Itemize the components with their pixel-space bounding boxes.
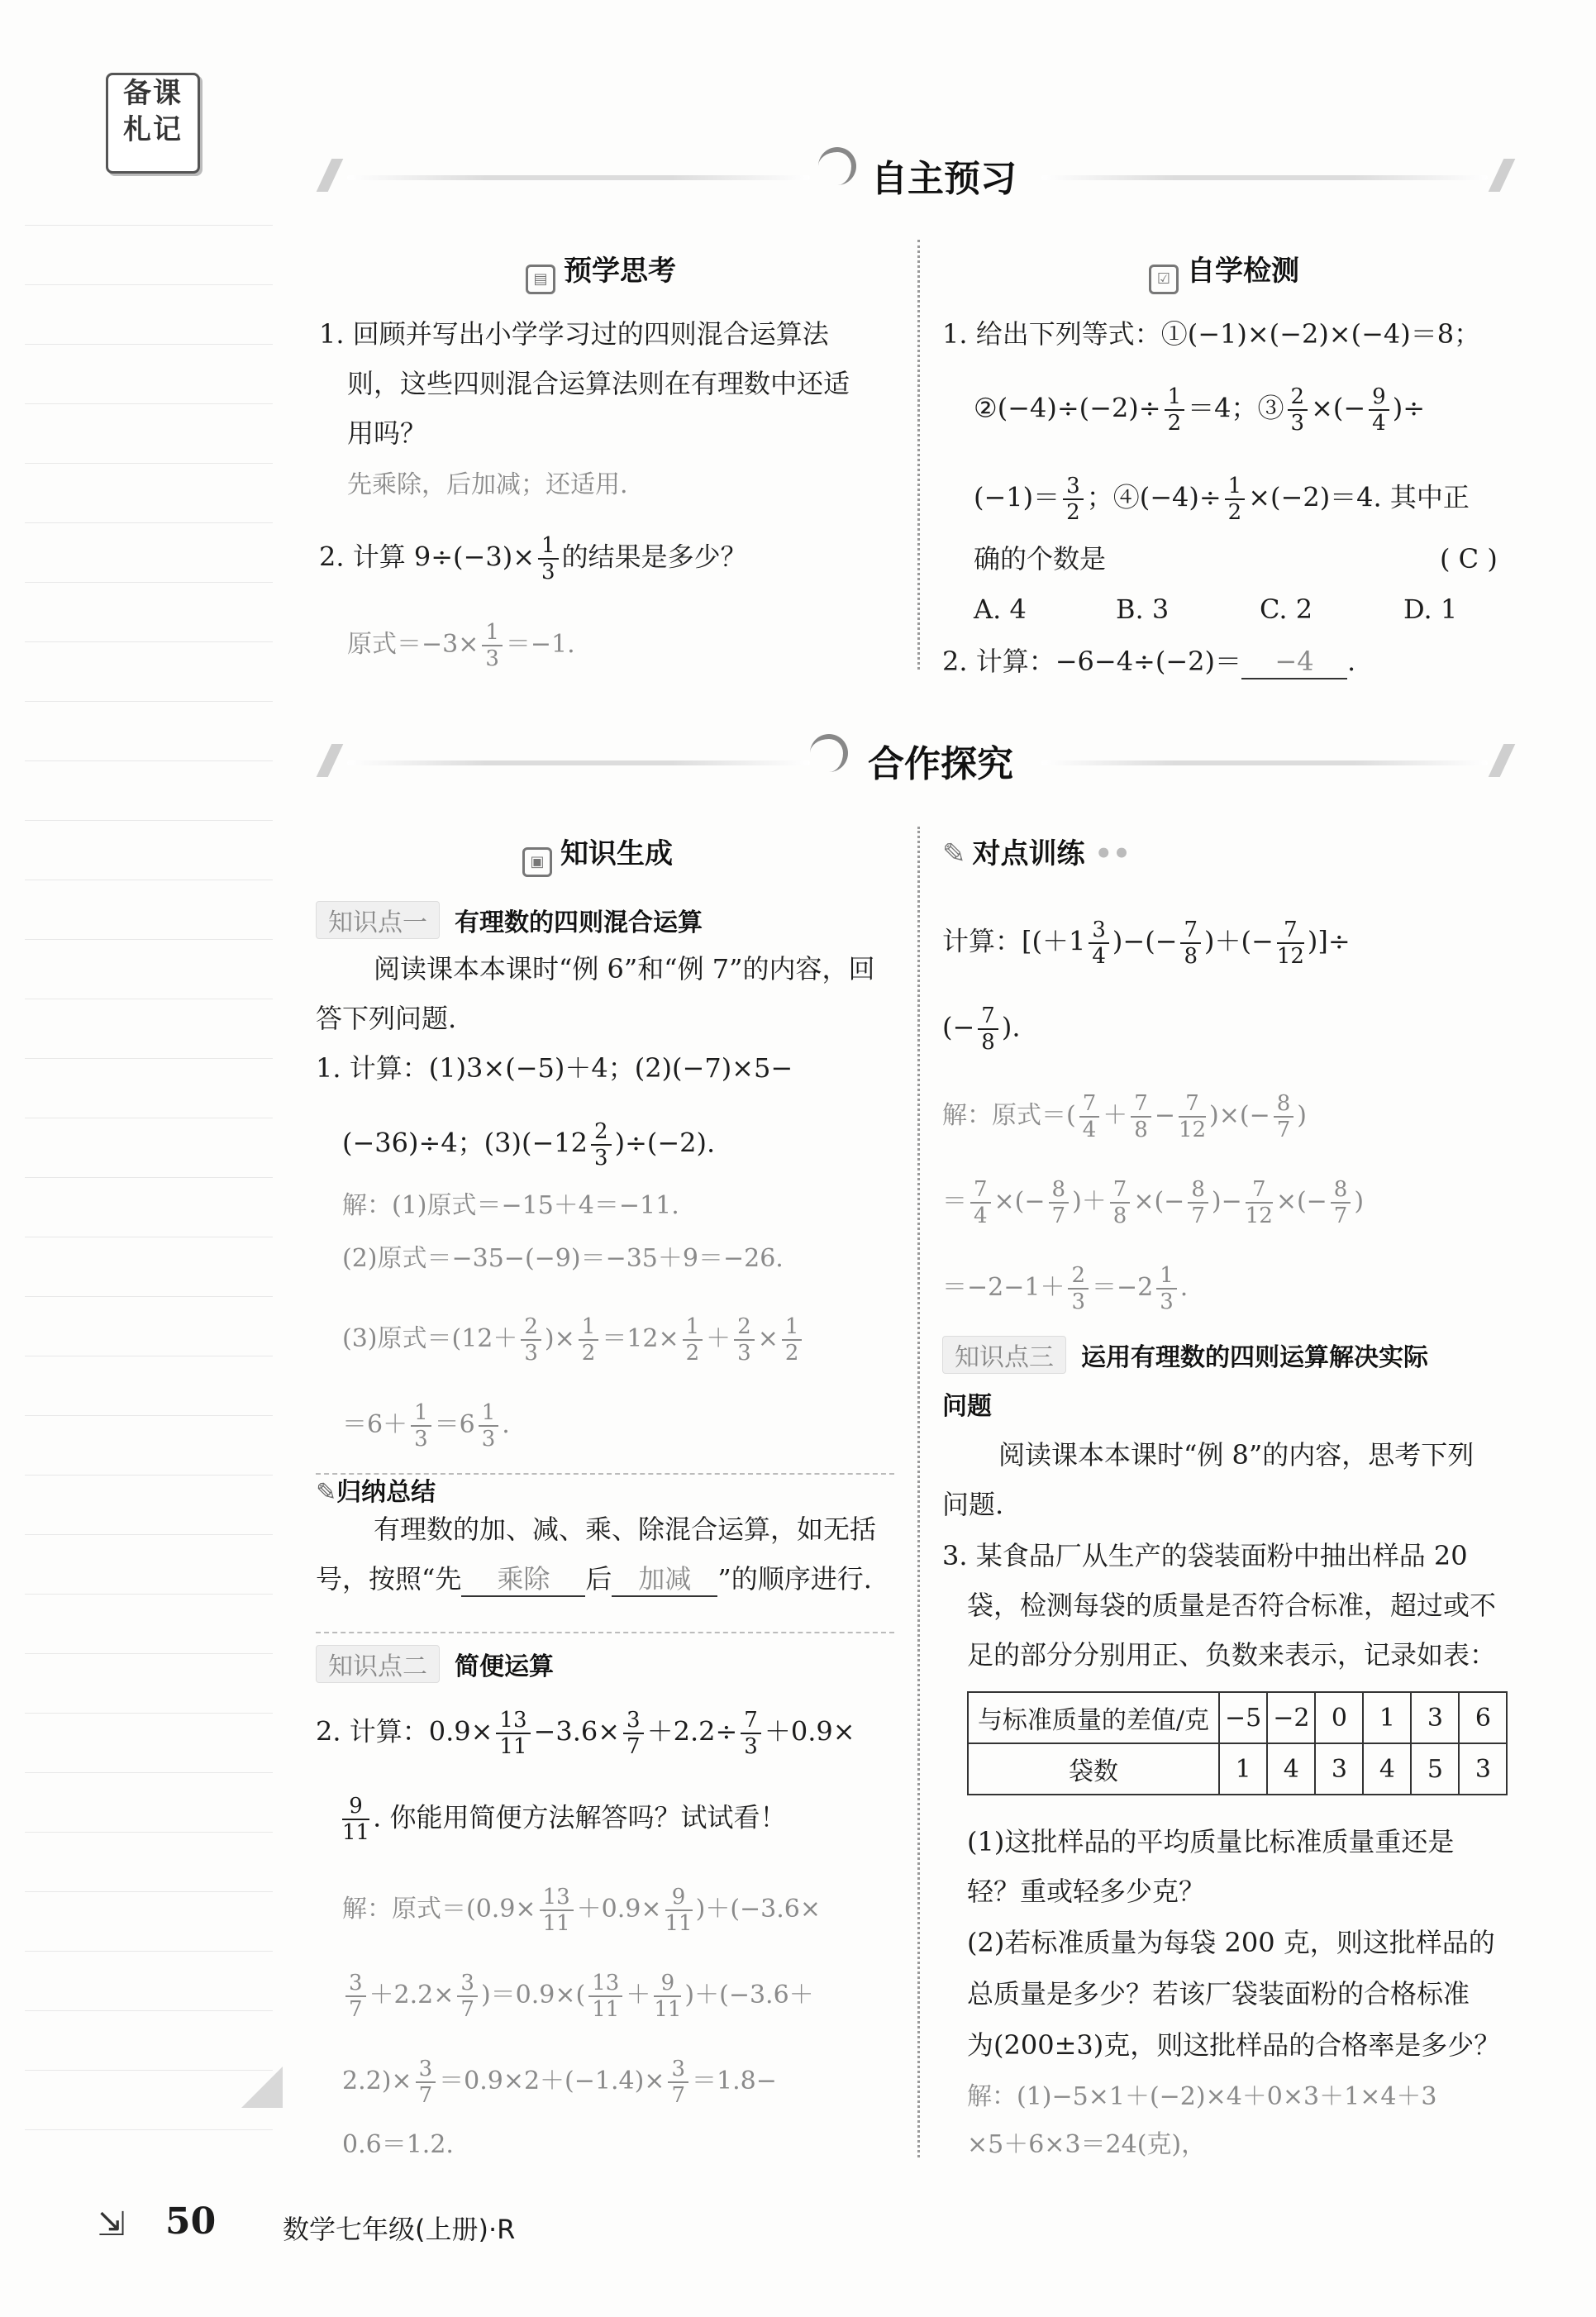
text-line <box>316 1708 855 1759</box>
fraction <box>540 1885 574 1936</box>
text-span: )＋(−3.6× <box>695 1895 822 1924</box>
text-line: 为(200±3)克，则这批样品的合格率是多少？ <box>967 2029 1501 2061</box>
text-line <box>942 645 1355 679</box>
numerator: 9 <box>342 1794 369 1820</box>
text-span: ；④(−4)÷ <box>1086 481 1222 513</box>
kp-tag: 知识点二 <box>316 1645 440 1683</box>
numerator: 1 <box>1225 474 1246 500</box>
numerator: 7 <box>1180 918 1201 944</box>
denominator: 4 <box>974 1204 988 1228</box>
numerator: 3 <box>623 1708 644 1734</box>
numerator: 8 <box>1188 1177 1208 1204</box>
table-header-cell: 与标准质量的差值/克 <box>968 1692 1219 1743</box>
text-span: )× <box>544 1324 575 1353</box>
denominator: 8 <box>981 1030 995 1055</box>
knowledge-point-2 <box>316 1645 554 1683</box>
answer-line: (2)原式＝−35−(−9)＝−35＋9＝−26. <box>342 1244 784 1273</box>
page-number: 50 <box>165 2200 217 2243</box>
text-line: 问题. <box>942 1489 1004 1520</box>
denominator: 7 <box>1191 1204 1205 1228</box>
fraction <box>1079 1091 1100 1142</box>
text-span: ＝1.8− <box>691 2067 777 2095</box>
numerator: 7 <box>1277 918 1304 944</box>
text-span: ＝12× <box>602 1324 679 1353</box>
text-span: (−1)＝ <box>974 481 1060 513</box>
numerator: 1 <box>482 620 503 646</box>
fraction <box>579 1314 599 1366</box>
denominator: 8 <box>1134 1118 1148 1142</box>
text-line: 3. 某食品厂从生产的袋装面粉中抽出样品 20 <box>942 1540 1468 1571</box>
denominator: 11 <box>665 1911 693 1936</box>
numerator: 1 <box>683 1314 703 1341</box>
fraction <box>342 1794 369 1845</box>
data-table <box>967 1691 1508 1795</box>
fraction <box>1179 1091 1206 1142</box>
denominator: 3 <box>541 560 555 584</box>
numerator: 2 <box>1068 1263 1089 1290</box>
denominator: 11 <box>592 1997 620 2022</box>
numerator: 3 <box>457 1971 478 1997</box>
book-title: 数学七年级(上册)·R <box>283 2214 516 2245</box>
fraction <box>1063 474 1084 525</box>
fraction <box>496 1708 530 1759</box>
answer-line: 0.6＝1.2. <box>342 2130 454 2159</box>
text-span: ＝0.9×2＋(−1.4)× <box>439 2067 665 2095</box>
denominator: 3 <box>737 1341 751 1366</box>
text-span: 2. 计算：0.9× <box>316 1715 493 1747</box>
denominator: 12 <box>1245 1204 1273 1228</box>
fraction <box>1225 474 1246 525</box>
text-line: 阅读课本本课时“例 8”的内容，思考下列 <box>998 1439 1475 1471</box>
text-span: ②(−4)÷(−2)÷ <box>974 392 1161 424</box>
table-cell: 1 <box>1219 1743 1267 1795</box>
denominator: 12 <box>1276 944 1304 969</box>
text-span: )− <box>1211 1187 1242 1216</box>
question-line <box>319 533 747 584</box>
text-span: ＝−2 <box>1092 1273 1154 1302</box>
table-cell: 3 <box>1315 1743 1363 1795</box>
denominator: 2 <box>1227 500 1242 525</box>
fraction <box>1110 1177 1131 1228</box>
table-cell: 6 <box>1459 1692 1507 1743</box>
numerator: 7 <box>1131 1091 1151 1118</box>
denominator: 7 <box>671 2083 685 2108</box>
denominator: 3 <box>744 1734 758 1759</box>
text-span: 计算：[(＋1 <box>942 925 1086 957</box>
text-span: ＝6 <box>434 1410 475 1439</box>
denominator: 11 <box>499 1734 527 1759</box>
text-span: . 你能用简便方法解答吗？试试看！ <box>373 1801 787 1833</box>
numerator: 7 <box>1179 1091 1206 1118</box>
table-cell: 1 <box>1363 1692 1411 1743</box>
text-span: . <box>1179 1273 1189 1302</box>
numerator: 3 <box>668 2057 688 2083</box>
selfcheck-title-text: 自学检测 <box>1187 255 1299 288</box>
text-span: ×(− <box>1133 1187 1185 1216</box>
numerator: 1 <box>1165 384 1185 411</box>
table-cell: 4 <box>1363 1743 1411 1795</box>
fill-blank: 乘除 <box>461 1562 585 1597</box>
summary-title <box>316 1471 436 1508</box>
denominator: 7 <box>1051 1204 1066 1228</box>
text-span: −3.6× <box>533 1715 621 1747</box>
text-span: 后 <box>585 1563 612 1595</box>
denominator: 8 <box>1112 1204 1127 1228</box>
numerator: 3 <box>345 1971 366 1997</box>
denominator: 11 <box>654 1997 682 2022</box>
text-span: ＋2.2× <box>369 1981 455 2009</box>
section-title-preview <box>526 248 676 294</box>
text-span: × <box>757 1324 779 1353</box>
denominator: 3 <box>1160 1290 1174 1314</box>
numerator: 8 <box>1274 1091 1294 1118</box>
text-line <box>974 384 1425 436</box>
table-cell: 4 <box>1267 1743 1315 1795</box>
numerator: 1 <box>411 1400 431 1427</box>
fraction <box>741 1708 761 1759</box>
fraction <box>978 1004 998 1055</box>
fraction <box>345 1971 366 2022</box>
denominator: 3 <box>1071 1290 1085 1314</box>
denominator: 3 <box>594 1146 608 1170</box>
knowledge-point-3 <box>942 1336 1428 1374</box>
text-span: ＋ <box>626 1981 651 2009</box>
numerator: 7 <box>1079 1091 1100 1118</box>
denominator: 2 <box>784 1341 799 1366</box>
table-cell: 3 <box>1459 1743 1507 1795</box>
text-line <box>339 1794 786 1845</box>
table-row <box>968 1743 1507 1795</box>
knowledge-point-1 <box>316 901 703 939</box>
text-span: )−(− <box>1112 925 1178 957</box>
fraction <box>588 1971 622 2022</box>
denominator: 2 <box>685 1341 700 1366</box>
text-span: ＋2.2÷ <box>646 1715 738 1747</box>
text-span: )×(− <box>1209 1101 1270 1130</box>
text-line: 1. 计算：(1)3×(−5)＋4；(2)(−7)×5− <box>316 1052 793 1084</box>
fraction <box>668 2057 688 2108</box>
fraction <box>623 1708 644 1759</box>
badge-line1: 备课 <box>123 77 183 110</box>
numerator: 7 <box>741 1708 761 1734</box>
numerator: 7 <box>970 1177 991 1204</box>
fraction <box>1274 1091 1294 1142</box>
answer-line <box>942 1177 1364 1228</box>
text-span: 原式＝−3× <box>347 630 479 659</box>
knowledge-title-text: 知识生成 <box>560 837 673 870</box>
fraction <box>665 1885 693 1936</box>
numerator: 2 <box>1288 384 1308 411</box>
answer-line: 解：(1)原式＝−15＋4＝−11. <box>342 1191 679 1220</box>
numerator: 13 <box>588 1971 622 1997</box>
checklist-icon: ☑ <box>1149 265 1179 294</box>
table-cell: 5 <box>1411 1743 1459 1795</box>
text-span: 2.2)× <box>342 2067 412 2095</box>
text-line: 袋，检测每袋的质量是否符合标准，超过或不 <box>967 1590 1497 1621</box>
banner-title: 合作探究 <box>868 743 1013 785</box>
fraction <box>1089 918 1109 969</box>
text-line: 用吗？ <box>347 417 427 449</box>
numerator: 2 <box>734 1314 755 1341</box>
denominator: 3 <box>485 646 499 671</box>
option-d: D. 1 <box>1403 594 1458 625</box>
numerator: 2 <box>591 1119 612 1146</box>
option-a: A. 4 <box>974 594 1027 625</box>
text-span: . <box>1347 646 1356 677</box>
denominator: 4 <box>1372 411 1386 436</box>
table-header-cell: 袋数 <box>968 1743 1219 1795</box>
fraction <box>1246 1177 1273 1228</box>
denominator: 2 <box>1167 411 1182 436</box>
text-line <box>342 1119 715 1170</box>
kp-title: 运用有理数的四则运算解决实际 <box>1081 1343 1428 1372</box>
text-line: 有理数的加、减、乘、除混合运算，如无括 <box>374 1514 877 1545</box>
fraction <box>1156 1263 1177 1314</box>
column-divider <box>917 240 920 670</box>
text-line <box>316 1562 872 1597</box>
fraction <box>1188 1177 1208 1228</box>
book-icon: ▣ <box>522 847 552 877</box>
denominator: 7 <box>349 1997 363 2022</box>
notes-badge <box>106 73 200 174</box>
fraction <box>479 1400 499 1452</box>
answer-line <box>342 2057 777 2108</box>
table-cell: −5 <box>1219 1692 1267 1743</box>
fraction <box>683 1314 703 1366</box>
text-span: )÷ <box>1392 392 1426 424</box>
kp-title: 简便运算 <box>455 1652 554 1681</box>
arrow-icon: ⇲ <box>98 2205 126 2243</box>
numerator: 1 <box>538 533 559 560</box>
numerator: 8 <box>1049 1177 1070 1204</box>
denominator: 7 <box>460 1997 474 2022</box>
kp3-title-continued <box>942 1385 992 1422</box>
fraction <box>1277 918 1304 969</box>
text-span: ) <box>1354 1187 1365 1216</box>
text-line <box>942 918 1351 969</box>
fraction <box>1369 384 1389 436</box>
answer-line: 解：(1)−5×1＋(−2)×4＋0×3＋1×4＋3 <box>967 2082 1437 2111</box>
numerator: 3 <box>1089 918 1109 944</box>
numerator: 9 <box>665 1885 693 1911</box>
dots-decoration: •• <box>1084 837 1131 870</box>
denominator: 3 <box>481 1427 496 1452</box>
numerator: 9 <box>654 1971 681 1997</box>
notebook-icon: ▤ <box>526 265 555 294</box>
answer-line: ×5＋6×3＝24(克)， <box>967 2130 1207 2159</box>
denominator: 8 <box>1184 944 1198 969</box>
text-span: )]÷ <box>1307 925 1351 957</box>
numerator: 1 <box>579 1314 599 1341</box>
kp-title-line2: 问题 <box>942 1392 992 1421</box>
text-span: ). <box>1001 1011 1021 1043</box>
numerator: 7 <box>1110 1177 1131 1204</box>
summary-title-text: 归纳总结 <box>336 1478 436 1507</box>
text-span: ×(− <box>1275 1187 1327 1216</box>
text-span: 解：原式＝( <box>942 1101 1076 1130</box>
answer-line: ＝6＋ $\frac{1}{3}$ ＝6 $\frac{1}{3}$ . <box>342 1400 510 1452</box>
numerator: 1 <box>782 1314 803 1341</box>
corner-fold-decoration <box>241 2067 283 2108</box>
denominator: 7 <box>1276 1118 1291 1142</box>
fraction <box>970 1177 991 1228</box>
fraction <box>1180 918 1201 969</box>
table-cell: 3 <box>1411 1692 1459 1743</box>
fill-blank: 加减 <box>612 1562 717 1597</box>
fraction <box>1288 384 1308 436</box>
table-cell: 0 <box>1315 1692 1363 1743</box>
text-span: )＝0.9×( <box>480 1981 586 2009</box>
fraction <box>1049 1177 1070 1228</box>
text-span: ”的顺序进行. <box>717 1563 872 1595</box>
text-span: )＋(− <box>1204 925 1274 957</box>
text-line: 总质量是多少？若该厂袋装面粉的合格标准 <box>967 1978 1470 2009</box>
denominator: 12 <box>1178 1118 1207 1142</box>
table-cell: −2 <box>1267 1692 1315 1743</box>
column-divider <box>917 827 920 2157</box>
banner-title: 自主预习 <box>871 158 1017 200</box>
denominator: 2 <box>581 1341 596 1366</box>
numerator: 2 <box>521 1314 541 1341</box>
text-span: (−36)÷4；(3)(−12 <box>342 1127 588 1159</box>
fraction <box>1331 1177 1351 1228</box>
text-line: 阅读课本本课时“例 6”和“例 7”的内容，回 <box>374 953 875 984</box>
text-span: ＋0.9× <box>576 1895 662 1924</box>
answer-line <box>342 1885 821 1936</box>
fraction <box>416 2057 436 2108</box>
fraction <box>654 1971 681 2022</box>
section-title-knowledge <box>522 831 673 877</box>
denominator: 4 <box>1082 1118 1097 1142</box>
numerator: 13 <box>540 1885 574 1911</box>
fraction <box>457 1971 478 2022</box>
text-span: ＝ <box>942 1187 967 1216</box>
text-line: 足的部分分别用正、负数来表示，记录如表： <box>967 1639 1497 1671</box>
text-span: ×(− <box>1311 392 1366 424</box>
text-span: 2. 计算：−6−4÷(−2)＝ <box>942 646 1242 677</box>
text-span: − <box>1154 1101 1175 1130</box>
denominator: 11 <box>542 1911 570 1936</box>
fraction <box>1131 1091 1151 1142</box>
numerator: 1 <box>479 1400 499 1427</box>
section-title-practice <box>942 831 1131 871</box>
text-line: (1)这批样品的平均质量比标准质量重还是 <box>967 1826 1455 1857</box>
text-span: ×(−2)＝4. 其中正 <box>1248 481 1470 513</box>
answer-line <box>342 1314 805 1366</box>
option-b: B. 3 <box>1116 594 1170 625</box>
fraction <box>521 1314 541 1366</box>
text-span: 解：原式＝(0.9× <box>342 1895 536 1924</box>
denominator: 2 <box>1066 500 1080 525</box>
text-span: ＝−2−1＋ <box>942 1273 1065 1302</box>
answer-line <box>942 1263 1188 1314</box>
pencil-icon: ✎ <box>942 837 966 870</box>
text-span: (− <box>942 1011 975 1043</box>
section-title-selfcheck <box>1149 248 1299 294</box>
text-line: 1. 给出下列等式：①(−1)×(−2)×(−4)＝8； <box>942 318 1481 350</box>
option-c: C. 2 <box>1260 594 1313 625</box>
numerator: 9 <box>1369 384 1389 411</box>
fraction <box>482 620 503 671</box>
text-span: ＝−1. <box>505 630 575 659</box>
text-span: (3)原式＝(12＋ <box>342 1324 518 1353</box>
text-line: 则，这些四则混合运算法则在有理数中还适 <box>347 368 850 399</box>
denominator: 7 <box>1333 1204 1348 1228</box>
fraction <box>538 533 559 584</box>
text-line: 1. 回顾并写出小学学习过的四则混合运算法 <box>319 318 829 350</box>
numerator: 1 <box>1156 1263 1177 1290</box>
kp-tag: 知识点三 <box>942 1336 1066 1374</box>
denominator: 7 <box>626 1734 641 1759</box>
text-span: ) <box>1297 1101 1307 1130</box>
text-line: 轻？重或轻多少克？ <box>967 1876 1206 1907</box>
denominator: 7 <box>418 2083 433 2108</box>
text-span: )＋(−3.6＋ <box>684 1981 814 2009</box>
search-banner-icon <box>810 734 848 772</box>
denominator: 3 <box>414 1427 428 1452</box>
kp-title: 有理数的四则混合运算 <box>455 908 703 937</box>
kp-tag: 知识点一 <box>316 901 440 939</box>
denominator: 3 <box>524 1341 538 1366</box>
text-span: ＝4；③ <box>1188 392 1284 424</box>
text-span: ＋ <box>1103 1101 1128 1130</box>
text-span: ＝6＋ <box>342 1410 408 1439</box>
fraction <box>734 1314 755 1366</box>
fraction <box>591 1119 612 1170</box>
numerator: 13 <box>496 1708 530 1734</box>
numerator: 7 <box>978 1004 998 1030</box>
text-span: 号，按照“先 <box>316 1563 462 1595</box>
pencil-icon: ✎ <box>316 1478 337 1507</box>
text-span: ＋ <box>706 1324 731 1353</box>
denominator: 11 <box>342 1820 370 1845</box>
badge-line2: 札记 <box>123 113 183 146</box>
numerator: 7 <box>1246 1177 1273 1204</box>
numerator: 8 <box>1331 1177 1351 1204</box>
answer-line <box>942 1091 1307 1142</box>
answer-line <box>342 1971 814 2022</box>
text-span: ×(− <box>993 1187 1046 1216</box>
text-line: 确的个数是 <box>974 543 1107 574</box>
table-row <box>968 1692 1507 1743</box>
text-span: )＋ <box>1072 1187 1107 1216</box>
choice-answer: ( C ) <box>1440 543 1498 574</box>
numerator: 3 <box>1063 474 1084 500</box>
text-span: 的结果是多少？ <box>561 541 747 573</box>
fraction <box>411 1400 431 1452</box>
text-line <box>974 474 1470 525</box>
text-span: 2. 计算 9÷(−3)× <box>319 541 536 573</box>
practice-title-text: 对点训练 <box>972 837 1085 870</box>
text-span: )÷(−2). <box>614 1127 716 1159</box>
fill-blank: −4 <box>1241 645 1347 679</box>
text-line: 答下列问题. <box>316 1003 457 1034</box>
preview-title-text: 预学思考 <box>564 255 676 288</box>
text-span: ＋0.9× <box>764 1715 855 1747</box>
fraction <box>1165 384 1185 436</box>
numerator: 3 <box>416 2057 436 2083</box>
denominator: 4 <box>1092 944 1106 969</box>
denominator: 3 <box>1290 411 1305 436</box>
fraction <box>1068 1263 1089 1314</box>
text-line: (2)若标准质量为每袋 200 克，则这批样品的 <box>967 1927 1495 1958</box>
banner-icon <box>818 147 856 185</box>
answer-line <box>347 620 575 671</box>
answer-line: 先乘除，后加减；还适用. <box>347 470 628 499</box>
text-line <box>942 1004 1021 1055</box>
fraction <box>782 1314 803 1366</box>
